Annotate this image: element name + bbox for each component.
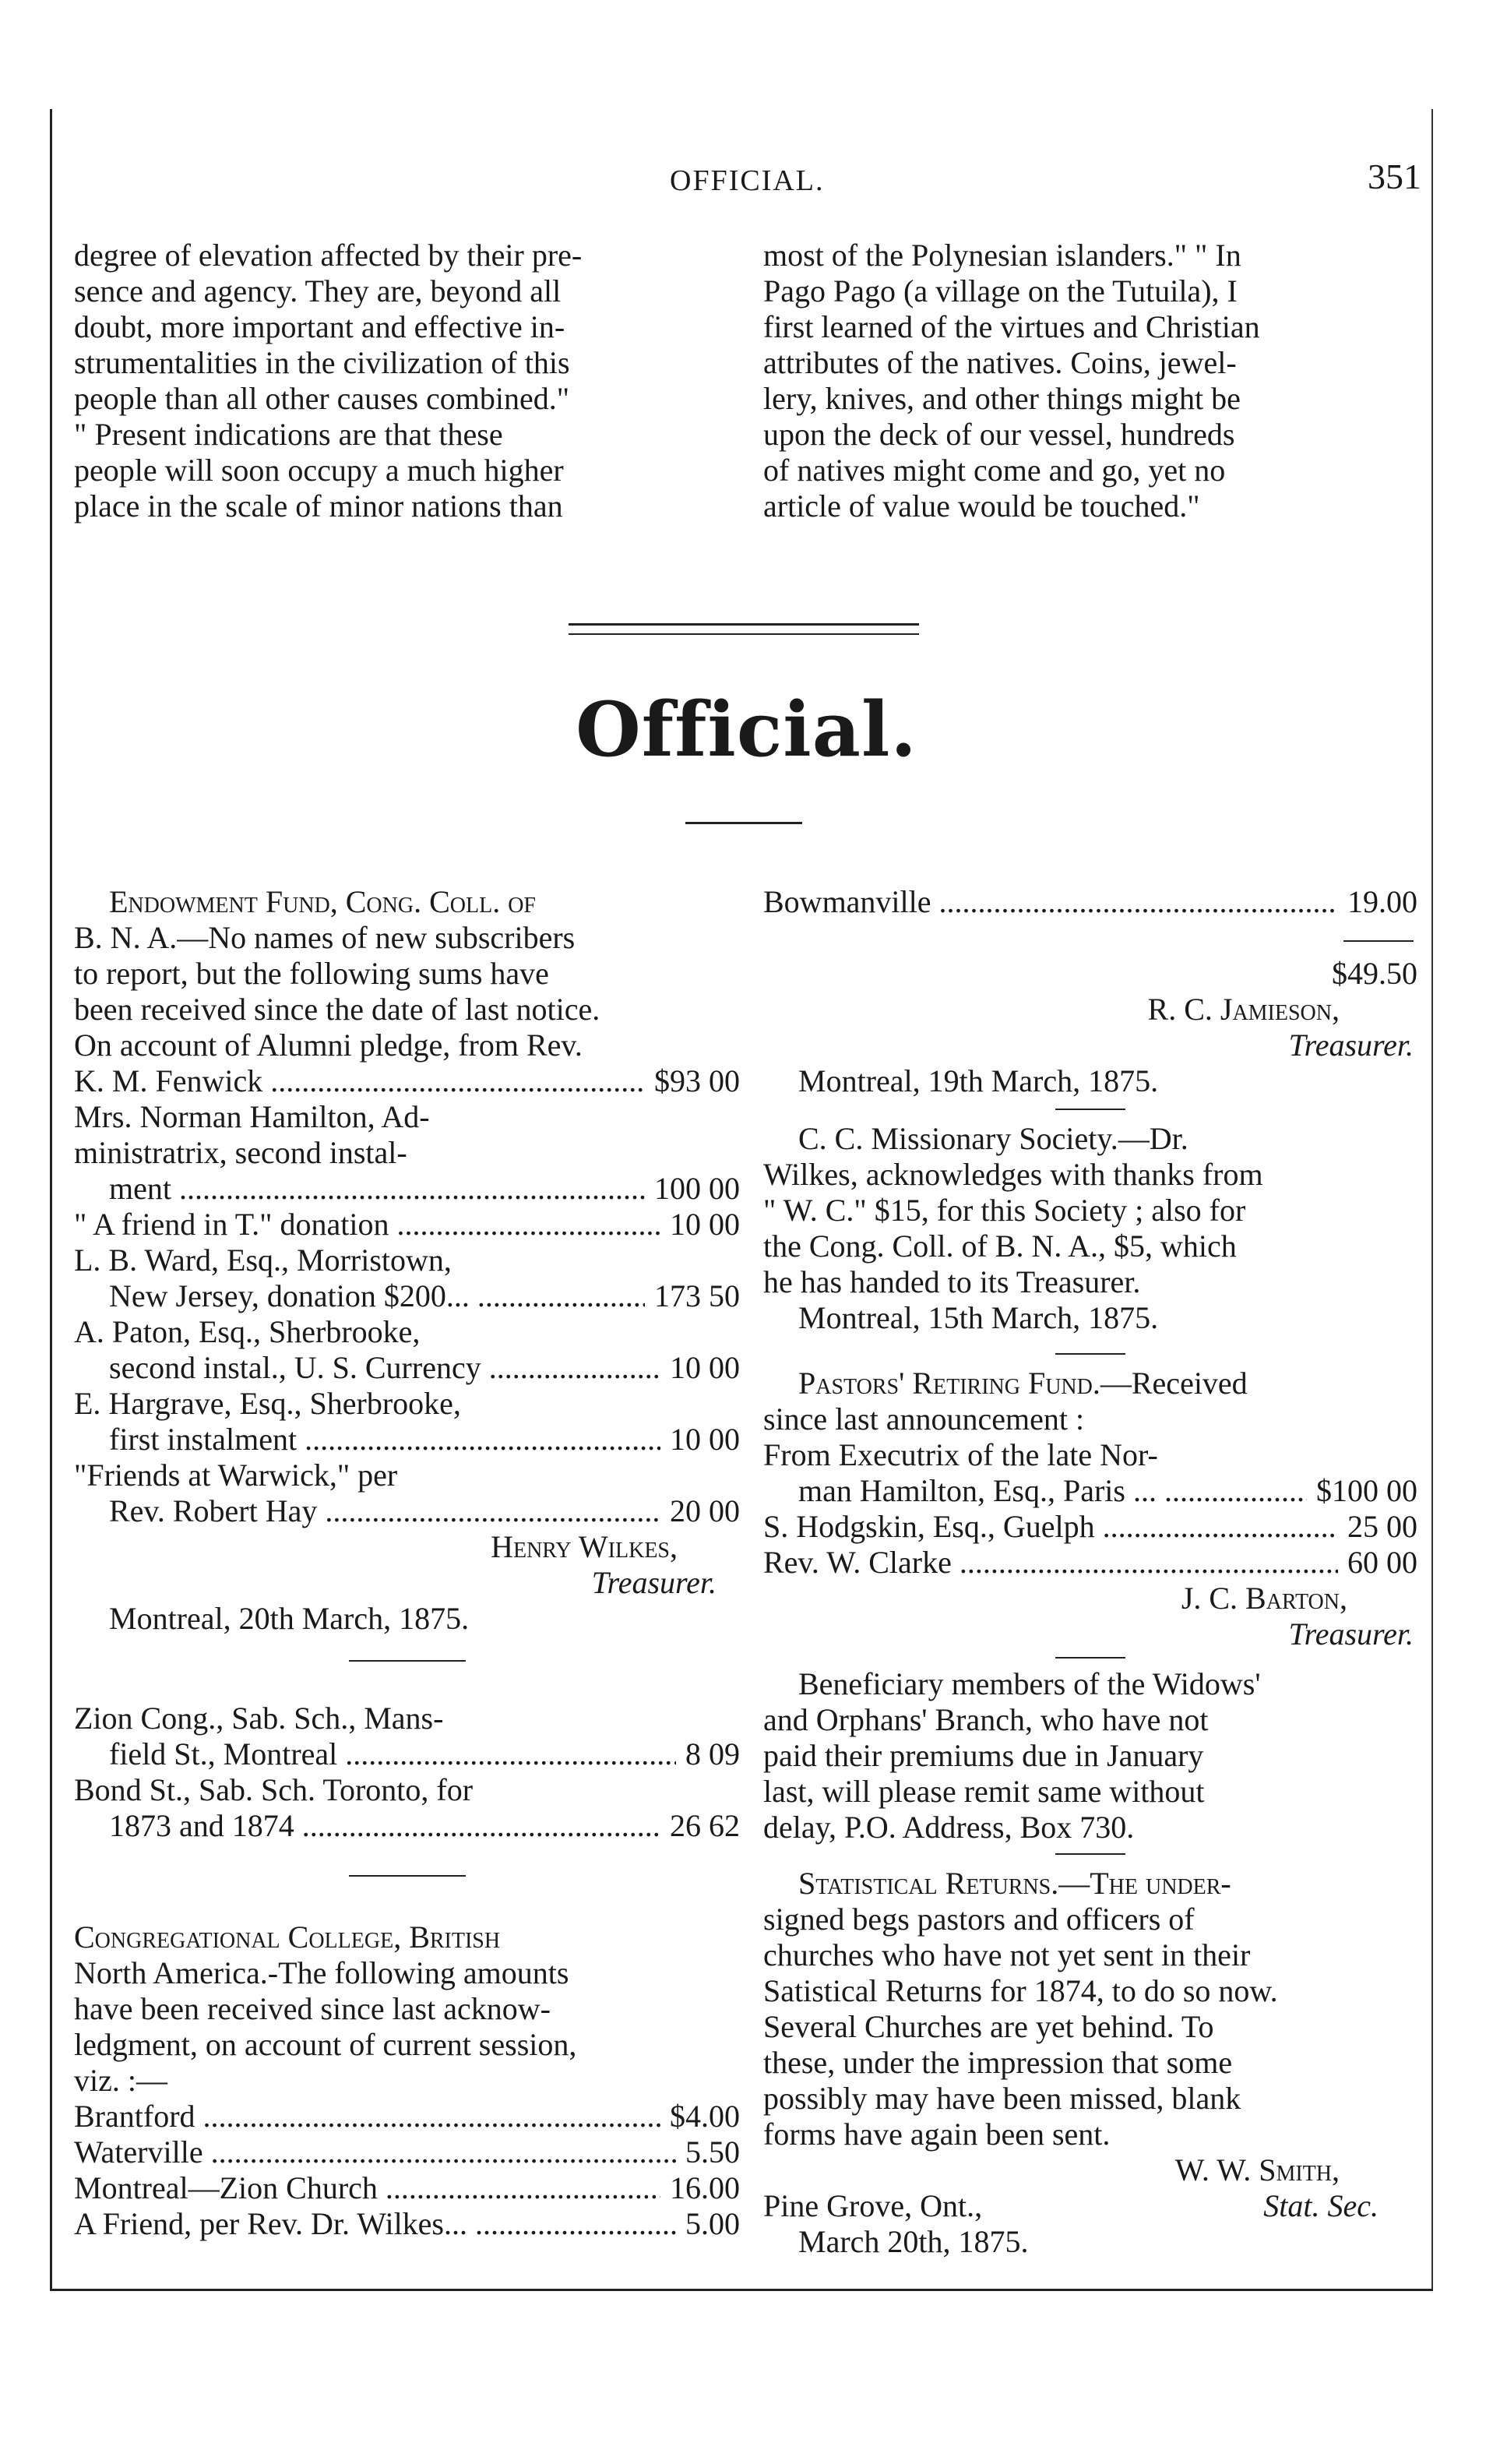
section-divider [569, 623, 919, 635]
text-line: signed begs pastors and officers of [763, 1902, 1195, 1937]
right-column [763, 884, 1417, 2260]
entry-label: " A friend in T." donation ..... [74, 1207, 660, 1243]
statistical-notice [763, 1866, 1417, 2260]
entry-label: Waterville ..... [74, 2134, 676, 2170]
college-signature-name: R. C. Jamieson, [1147, 992, 1340, 1027]
text-line: these, under the impression that some [763, 2045, 1233, 2080]
entry-amount: 25 00 [1347, 1509, 1417, 1544]
divider-rule [349, 1875, 466, 1877]
entry-amount: 173 50 [654, 1278, 740, 1313]
entry-label-line: L. B. Ward, Esq., Morristown, [74, 1243, 452, 1278]
text-line: and Orphans' Branch, who have not [763, 1702, 1209, 1737]
ledger-entry [74, 2134, 740, 2170]
text-line: strumentalities in the civilization of this [74, 345, 570, 380]
college-entry-bowmanville: Bowmanville ..... 19.00 [763, 884, 1417, 920]
statistical-place: Pine Grove, Ont., [763, 2188, 983, 2223]
section-title: Official. [576, 686, 917, 774]
endowment-signature-title: Treasurer. [591, 1565, 717, 1600]
endowment-signature-name: Henry Wilkes, [491, 1529, 678, 1564]
text-line: last, will please remit same without [763, 1774, 1205, 1809]
college-notice [74, 1919, 740, 2242]
entry-label-line: Bond St., Sab. Sch. Toronto, for [74, 1772, 474, 1807]
text-line: possibly may have been missed, blank [763, 2081, 1241, 2116]
statistical-place-row [763, 2188, 1417, 2224]
text-line: he has handed to its Treasurer. [763, 1264, 1141, 1299]
ledger-row [763, 1509, 1417, 1545]
ledger-row [763, 1545, 1417, 1581]
text-line: " Present indications are that these [74, 417, 503, 452]
pastors-entries [763, 1473, 1417, 1581]
entry-amount: 10 00 [670, 1422, 740, 1457]
missionary-body [763, 1121, 1417, 1300]
statistical-body [763, 1866, 1417, 2152]
entry-label: Rev. Robert Hay ..... [109, 1493, 660, 1529]
statistical-dateline: March 20th, 1875. [798, 2224, 1029, 2259]
beneficiary-body [763, 1666, 1417, 1845]
ledger-entry [74, 1314, 740, 1386]
text-line: attributes of the natives. Coins, jewel- [763, 345, 1237, 380]
college-signature-title: Treasurer. [1288, 1028, 1414, 1063]
entry-label-line: Mrs. Norman Hamilton, Ad- [74, 1099, 430, 1134]
text-line: paid their premiums due in January [763, 1738, 1204, 1773]
text-line: Beneficiary members of the Widows' [798, 1666, 1261, 1701]
pastors-fund-notice [763, 1366, 1417, 1652]
ledger-entry [763, 1509, 1417, 1545]
entry-amount: $93 00 [654, 1063, 740, 1098]
text-line: Satistical Returns for 1874, to do so now. [763, 1973, 1278, 2008]
text-line: Pago Pago (a village on the Tutuila), I [763, 273, 1238, 308]
ledger-entry [74, 1243, 740, 1314]
text-line: viz. :— [74, 2063, 167, 2098]
text-line: B. N. A.—No names of new subscribers [74, 920, 576, 955]
ledger-row [74, 1063, 740, 1099]
text-line: ledgment, on account of current session, [74, 2027, 577, 2062]
total-rule-row [763, 920, 1417, 956]
entry-amount: $4.00 [670, 2099, 740, 2134]
left-column [74, 884, 740, 2242]
text-line: since last announcement : [763, 1401, 1085, 1436]
entry-amount: 20 00 [670, 1493, 740, 1528]
entry-amount: 26 62 [670, 1808, 740, 1843]
entry-label: man Hamilton, Esq., Paris ... ..... [798, 1473, 1307, 1509]
entry-label-line: ministratrix, second instal- [74, 1135, 407, 1170]
endowment-dateline: Montreal, 20th March, 1875. [109, 1601, 470, 1636]
pastors-heading-line [763, 1366, 1417, 1401]
entry-label: second instal., U. S. Currency ..... [109, 1350, 660, 1386]
entry-label-line: Zion Cong., Sab. Sch., Mans- [74, 1701, 444, 1736]
text-line: lery, knives, and other things might be [763, 381, 1241, 416]
text-line: of natives might come and go, yet no [763, 453, 1226, 488]
text-line: Statistical Returns.—The under- [798, 1866, 1231, 1901]
text-line: Wilkes, acknowledges with thanks from [763, 1157, 1263, 1192]
zion-notice [74, 1701, 740, 1844]
page-border-left [50, 109, 52, 2290]
beneficiary-notice [763, 1666, 1417, 1845]
ledger-entry [74, 1099, 740, 1207]
divider-rule [1055, 1657, 1125, 1659]
pastors-signature-title: Treasurer. [1288, 1616, 1414, 1651]
entry-amount: 60 00 [1347, 1545, 1417, 1580]
ledger-entry [74, 2170, 740, 2206]
text-line: churches who have not yet sent in their [763, 1937, 1251, 1972]
divider-rule [1055, 1109, 1125, 1110]
college-entries [74, 2099, 740, 2242]
entry-label-line: "Friends at Warwick," per [74, 1458, 398, 1493]
entry-label: Montreal—Zion Church ..... [74, 2170, 660, 2206]
zion-entries [74, 1701, 740, 1844]
entry-label: K. M. Fenwick ..... [74, 1063, 645, 1099]
text-line: have been received since last acknow- [74, 1991, 551, 2026]
entry-amount: 16.00 [670, 2170, 740, 2205]
entry-label: field St., Montreal ..... [109, 1736, 676, 1772]
text-line: From Executrix of the late Nor- [763, 1437, 1158, 1472]
entry-label: Brantford ..... [74, 2099, 660, 2134]
ledger-row [74, 1171, 740, 1207]
text-line: been received since the date of last notice. [74, 992, 600, 1027]
entry-amount: 8 09 [685, 1736, 740, 1771]
missionary-dateline: Montreal, 15th March, 1875. [798, 1300, 1159, 1335]
ledger-row [74, 1736, 740, 1772]
endowment-heading: Endowment Fund, Cong. Coll. of [109, 884, 536, 919]
college-heading: Congregational College, British [74, 1919, 501, 1955]
entry-label: New Jersey, donation $200... ..... [109, 1278, 645, 1314]
text-line: doubt, more important and effective in- [74, 309, 565, 344]
ledger-row [74, 2134, 740, 2170]
pastors-heading-rest: —Received [1100, 1366, 1248, 1401]
text-line: On account of Alumni pledge, from Rev. [74, 1028, 583, 1063]
divider-rule [349, 1660, 466, 1662]
pastors-signature-name: J. C. Barton, [1181, 1581, 1347, 1616]
entry-amount: 10 00 [670, 1350, 740, 1385]
text-line: article of value would be touched." [763, 488, 1200, 523]
text-line: first learned of the virtues and Christian [763, 309, 1260, 344]
pastors-intro [763, 1401, 1417, 1473]
text-line: forms have again been sent. [763, 2117, 1111, 2152]
ledger-entry [763, 1473, 1417, 1509]
ledger-row [74, 1493, 740, 1529]
text-line: delay, P.O. Address, Box 730. [763, 1810, 1135, 1845]
pastors-heading: Pastors' Retiring Fund. [798, 1366, 1100, 1401]
entry-label-line: A. Paton, Esq., Sherbrooke, [74, 1314, 421, 1349]
ledger-entry [74, 2099, 740, 2134]
college-intro [74, 1955, 740, 2099]
text-line: people than all other causes combined." [74, 381, 570, 416]
entry-label: ment ..... [109, 1171, 645, 1207]
missionary-notice [763, 1121, 1417, 1336]
title-rule [685, 822, 802, 824]
ledger-entry [74, 1701, 740, 1772]
ledger-entry [763, 1545, 1417, 1581]
text-line: sence and agency. They are, beyond all [74, 273, 562, 308]
ledger-row [74, 2170, 740, 2206]
ledger-row [763, 1473, 1417, 1509]
ledger-row [74, 1808, 740, 1844]
entry-label: S. Hodgskin, Esq., Guelph ..... [763, 1509, 1338, 1545]
endowment-intro [74, 920, 740, 1063]
ledger-row [74, 1422, 740, 1458]
statistical-signature-title: Stat. Sec. [1263, 2188, 1379, 2223]
entry-amount: 5.50 [685, 2134, 740, 2170]
ledger-entry [74, 1458, 740, 1529]
text-line: degree of elevation affected by their pre- [74, 238, 583, 273]
entry-label: Rev. W. Clarke ..... [763, 1545, 1338, 1581]
entry-amount: 5.00 [685, 2206, 740, 2241]
endowment-entries [74, 1063, 740, 1529]
text-line: " W. C." $15, for this Society ; also for [763, 1193, 1246, 1228]
entry-label: first instalment ..... [109, 1422, 660, 1458]
ledger-entry [74, 1063, 740, 1099]
college-total: $49.50 [1332, 956, 1417, 991]
page-border-right [1431, 109, 1433, 2290]
ledger-entry [74, 2206, 740, 2242]
ledger-row [74, 1207, 740, 1243]
text-line: Several Churches are yet behind. To [763, 2009, 1214, 2044]
entry-label-line: E. Hargrave, Esq., Sherbrooke, [74, 1386, 461, 1421]
ledger-entry [74, 1386, 740, 1458]
text-line: to report, but the following sums have [74, 956, 549, 991]
text-line: place in the scale of minor nations than [74, 488, 563, 523]
divider-rule [1055, 1353, 1125, 1355]
page-border-bottom [50, 2289, 1433, 2291]
text-line: C. C. Missionary Society.—Dr. [798, 1121, 1188, 1156]
statistical-signature-name: W. W. Smith, [1174, 2152, 1340, 2187]
ledger-entry [74, 1772, 740, 1844]
entry-amount: $100 00 [1316, 1473, 1417, 1508]
ledger-row [74, 2099, 740, 2134]
text-line: people will soon occupy a much higher [74, 453, 564, 488]
text-line: most of the Polynesian islanders." " In [763, 238, 1241, 273]
endowment-fund-notice [74, 884, 740, 1637]
entry-amount: 100 00 [654, 1171, 740, 1206]
ledger-row [74, 1350, 740, 1386]
ledger-entry [74, 1207, 740, 1243]
entry-amount: 10 00 [670, 1207, 740, 1242]
running-head: OFFICIAL. [670, 164, 825, 197]
text-line: the Cong. Coll. of B. N. A., $5, which [763, 1228, 1237, 1264]
text-line: North America.-The following amounts [74, 1955, 569, 1990]
ledger-row [74, 1278, 740, 1314]
divider-rule [1055, 1853, 1125, 1855]
entry-label: A Friend, per Rev. Dr. Wilkes... ..... [74, 2206, 676, 2242]
text-line: upon the deck of our vessel, hundreds [763, 417, 1235, 452]
top-right-paragraph [763, 238, 1417, 524]
page-number: 351 [1368, 157, 1421, 196]
entry-label: 1873 and 1874 ..... [109, 1808, 660, 1844]
ledger-row [74, 2206, 740, 2242]
college-dateline: Montreal, 19th March, 1875. [798, 1063, 1159, 1098]
top-left-paragraph [74, 238, 744, 524]
